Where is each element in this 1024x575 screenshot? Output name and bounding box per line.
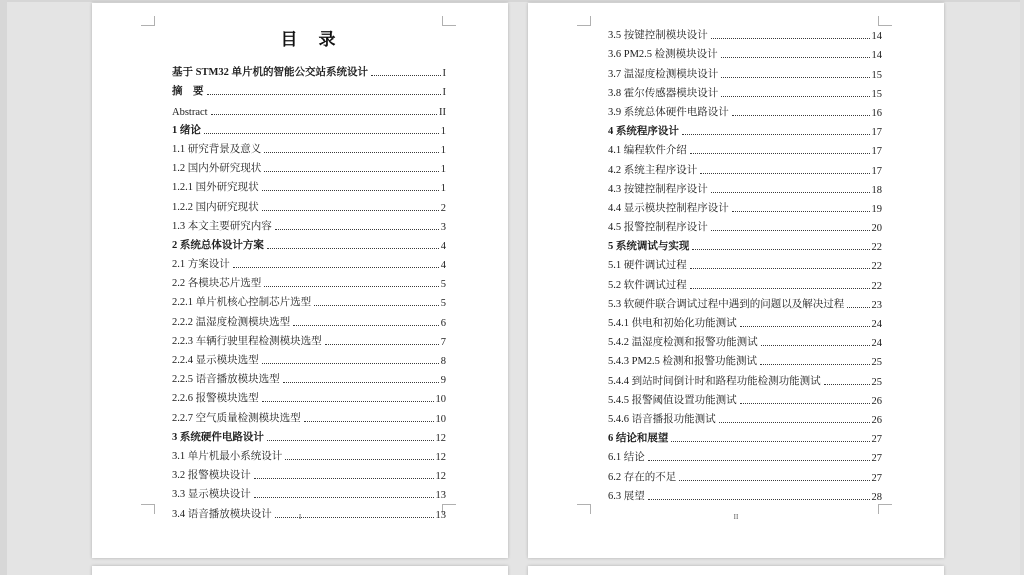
toc-entry[interactable]	[172, 137, 446, 156]
toc-entry-page-number: I	[442, 87, 446, 99]
toc-entry[interactable]	[172, 367, 446, 386]
crop-mark-icon	[577, 16, 591, 26]
toc-dot-leader	[648, 460, 870, 461]
toc-entry-label: 2.2.6 报警模块选型	[172, 393, 259, 405]
toc-dot-leader	[732, 115, 870, 116]
toc-entry[interactable]	[608, 292, 882, 311]
toc-entry-label: 5.4.5 报警阈值设置功能测试	[608, 394, 737, 406]
toc-entry-page-number: 19	[871, 203, 882, 215]
toc-entry[interactable]	[172, 79, 446, 98]
toc-entry-page-number: 3	[440, 221, 446, 233]
toc-dot-leader	[682, 134, 870, 135]
toc-entry-label: 3 系统硬件电路设计	[172, 431, 264, 443]
toc-entry-page-number: 1	[440, 125, 446, 137]
toc-entry[interactable]	[608, 61, 882, 80]
toc-entry-label: 5.4.4 到站时间倒计时和路程功能检测功能测试	[608, 375, 821, 387]
toc-dot-leader	[721, 96, 869, 97]
toc-dot-leader	[254, 497, 434, 498]
toc-entry-label: 4.2 系统主程序设计	[608, 164, 698, 176]
toc-entry-label: 2.2.1 单片机核心控制芯片选型	[172, 297, 312, 309]
toc-dot-leader	[254, 478, 434, 479]
toc-entry-label: 2.2.3 车辆行驶里程检测模块选型	[172, 335, 322, 347]
toc-title: 目 录	[280, 30, 338, 49]
toc-entry-page-number: 13	[435, 509, 446, 521]
toc-dot-leader	[847, 307, 869, 308]
toc-dot-leader	[262, 190, 439, 191]
toc-entry-label: 2.2.2 温湿度检测模块选型	[172, 316, 291, 328]
toc-entry-label: Abstract	[172, 106, 208, 118]
toc-dot-leader	[207, 94, 441, 95]
toc-entry-page-number: 24	[871, 319, 882, 330]
toc-entry[interactable]	[608, 349, 882, 368]
toc-entry-page-number: 17	[871, 127, 882, 139]
toc-dot-leader	[824, 384, 870, 385]
toc-entry-page-number: 2	[440, 202, 446, 214]
toc-entry[interactable]	[172, 405, 446, 424]
toc-entry-page-number: 7	[440, 336, 446, 348]
toc-dot-leader	[262, 210, 439, 211]
toc-entry[interactable]	[608, 119, 882, 138]
toc-entry-label: 5.4.3 PM2.5 检测和报警功能测试	[608, 356, 758, 368]
toc-entry-label: 6.2 存在的不足	[608, 471, 677, 483]
toc-entry-page-number: 1	[440, 183, 446, 195]
toc-entry[interactable]	[608, 100, 882, 119]
toc-entry[interactable]	[608, 464, 882, 483]
toc-entry[interactable]	[172, 118, 446, 137]
toc-entry[interactable]	[172, 348, 446, 367]
toc-entry-page-number: 22	[871, 242, 882, 254]
toc-entry-page-number: 20	[871, 223, 882, 235]
toc-entry[interactable]	[608, 23, 882, 42]
toc-entry-label: 5.2 软件调试过程	[608, 279, 687, 291]
toc-dot-leader	[690, 268, 870, 269]
toc-entry-page-number: 27	[871, 453, 882, 465]
toc-entry-page-number: 28	[871, 491, 882, 503]
toc-list-page-2	[608, 23, 882, 503]
toc-entry[interactable]	[608, 196, 882, 215]
toc-entry-page-number: 25	[871, 357, 882, 369]
toc-entry[interactable]	[172, 463, 446, 482]
toc-entry-label: 3.2 报警模块设计	[172, 470, 251, 482]
toc-entry[interactable]	[172, 252, 446, 271]
toc-dot-leader	[262, 363, 439, 364]
toc-entry[interactable]	[608, 157, 882, 176]
toc-entry-page-number: 27	[871, 472, 882, 484]
toc-entry-label: 5.4.1 供电和初始化功能测试	[608, 318, 737, 329]
toc-dot-leader	[719, 422, 870, 423]
toc-entry[interactable]	[172, 290, 446, 309]
toc-entry[interactable]	[608, 407, 882, 426]
toc-entry-label: 1.3 本文主要研究内容	[172, 220, 272, 232]
toc-entry[interactable]	[608, 81, 882, 100]
toc-entry-label: 4 系统程序设计	[608, 126, 679, 138]
toc-entry-page-number: 5	[440, 279, 446, 291]
toc-entry-page-number: 1	[440, 144, 446, 156]
toc-dot-leader	[690, 288, 870, 289]
toc-entry-page-number: 16	[871, 107, 882, 119]
toc-entry[interactable]	[608, 368, 882, 387]
toc-entry-page-number: 15	[871, 69, 882, 81]
toc-entry-page-number: 12	[435, 451, 446, 463]
toc-dot-leader	[267, 440, 434, 441]
toc-entry-page-number: 6	[440, 317, 446, 329]
document-page-2[interactable]	[528, 3, 944, 558]
toc-entry[interactable]	[172, 386, 446, 405]
toc-entry[interactable]	[172, 425, 446, 444]
toc-entry-label: 6 结论和展望	[608, 433, 669, 445]
toc-entry-page-number: 9	[440, 375, 446, 387]
toc-entry-label: 2.2.4 显示模块选型	[172, 355, 259, 366]
toc-entry-label: 5.3 软硬件联合调试过程中遇到的问题以及解决过程	[608, 298, 845, 310]
toc-entry[interactable]	[608, 330, 882, 349]
toc-entry-page-number: 14	[871, 50, 882, 62]
toc-entry-label: 5.4.6 语音播报功能测试	[608, 413, 716, 425]
toc-dot-leader	[371, 75, 440, 76]
toc-entry-label: 2 系统总体设计方案	[172, 239, 264, 251]
page-number-footer: I	[298, 513, 302, 521]
toc-entry[interactable]	[608, 445, 882, 464]
toc-entry[interactable]	[172, 271, 446, 290]
toc-entry-label: 摘 要	[172, 86, 204, 98]
toc-entry-label: 4.3 按键控制程序设计	[608, 183, 708, 195]
toc-entry[interactable]	[608, 484, 882, 503]
toc-entry[interactable]	[608, 388, 882, 407]
toc-entry[interactable]	[608, 426, 882, 445]
document-page-4-stub[interactable]	[528, 566, 944, 575]
toc-entry-page-number: I	[442, 68, 446, 80]
toc-entry-page-number: 5	[440, 298, 446, 310]
toc-entry-page-number: 17	[871, 146, 882, 158]
toc-entry-page-number: 8	[440, 356, 446, 367]
toc-entry-page-number: 4	[440, 260, 446, 272]
toc-entry[interactable]	[608, 234, 882, 253]
toc-dot-leader	[692, 249, 869, 250]
toc-entry-label: 1.2.1 国外研究现状	[172, 182, 259, 194]
toc-dot-leader	[211, 114, 437, 115]
toc-entry-page-number: 4	[440, 240, 446, 252]
toc-entry[interactable]	[608, 215, 882, 234]
toc-entry[interactable]	[172, 444, 446, 463]
toc-dot-leader	[267, 248, 439, 249]
toc-dot-leader	[283, 382, 439, 383]
toc-entry-label: 2.2 各模块芯片选型	[172, 278, 262, 290]
toc-entry-label: 1.1 研究背景及意义	[172, 143, 262, 155]
toc-dot-leader	[690, 153, 870, 154]
toc-entry-label: 4.1 编程软件介绍	[608, 145, 687, 157]
toc-entry[interactable]	[172, 329, 446, 348]
toc-entry-label: 1.2 国内外研究现状	[172, 163, 262, 175]
toc-dot-leader	[204, 133, 439, 134]
toc-entry[interactable]	[608, 272, 882, 291]
toc-entry-page-number: 25	[871, 376, 882, 388]
toc-entry-page-number: 22	[871, 280, 882, 292]
toc-entry-page-number: 27	[871, 434, 882, 446]
workspace-left-edge	[0, 0, 7, 575]
toc-entry[interactable]	[172, 98, 446, 117]
toc-dot-leader	[293, 325, 439, 326]
toc-dot-leader	[233, 267, 439, 268]
toc-entry-label: 3.7 温湿度检测模块设计	[608, 68, 719, 80]
toc-entry[interactable]	[172, 233, 446, 252]
toc-entry[interactable]	[608, 311, 882, 330]
toc-dot-leader	[740, 403, 870, 404]
toc-entry-page-number: 24	[871, 338, 882, 350]
toc-entry-page-number: 22	[871, 261, 882, 273]
toc-entry-label: 2.2.5 语音播放模块选型	[172, 374, 280, 386]
toc-entry-page-number: 26	[871, 395, 882, 407]
toc-entry-page-number: 26	[871, 414, 882, 426]
toc-entry-page-number: 17	[871, 165, 882, 177]
toc-entry[interactable]	[172, 156, 446, 175]
toc-entry-label: 2.1 方案设计	[172, 259, 230, 271]
toc-dot-leader	[711, 230, 870, 231]
document-page-3-stub[interactable]	[92, 566, 508, 575]
toc-dot-leader	[264, 152, 439, 153]
toc-dot-leader	[262, 401, 434, 402]
toc-dot-leader	[700, 173, 869, 174]
toc-entry-label: 4.5 报警控制程序设计	[608, 222, 708, 234]
toc-entry[interactable]	[608, 42, 882, 61]
toc-entry[interactable]	[172, 482, 446, 501]
toc-dot-leader	[761, 345, 870, 346]
toc-entry-page-number: 18	[871, 184, 882, 196]
toc-entry-label: 5.4.2 温湿度检测和报警功能测试	[608, 337, 758, 349]
toc-list-page-1	[172, 60, 446, 521]
toc-entry-label: 6.3 展望	[608, 490, 645, 502]
toc-entry-page-number: 10	[435, 413, 446, 425]
toc-entry-label: 1 绪论	[172, 124, 201, 136]
toc-entry-label: 3.5 按键控制模块设计	[608, 30, 708, 42]
toc-entry-label: 3.4 语音播放模块设计	[172, 508, 272, 520]
workspace-top-edge	[0, 0, 1024, 2]
toc-entry-label: 3.6 PM2.5 检测模块设计	[608, 49, 718, 61]
toc-dot-leader	[679, 480, 869, 481]
toc-dot-leader	[285, 459, 433, 460]
toc-dot-leader	[732, 211, 870, 212]
toc-entry-label: 3.9 系统总体硬件电路设计	[608, 106, 729, 118]
toc-entry-page-number: 13	[435, 490, 446, 502]
toc-dot-leader	[740, 326, 870, 327]
toc-entry-label: 基于 STM32 单片机的智能公交站系统设计	[172, 67, 369, 79]
toc-entry[interactable]	[172, 214, 446, 233]
workspace-right-edge	[1020, 0, 1024, 575]
toc-dot-leader	[275, 229, 439, 230]
toc-entry-page-number: 12	[435, 432, 446, 444]
toc-entry-page-number: 14	[871, 31, 882, 43]
toc-entry-page-number: 1	[440, 164, 446, 176]
toc-entry[interactable]	[172, 309, 446, 328]
toc-dot-leader	[648, 499, 870, 500]
toc-entry[interactable]	[172, 194, 446, 213]
toc-entry-label: 5 系统调试与实现	[608, 241, 690, 253]
toc-entry-label: 2.2.7 空气质量检测模块选型	[172, 412, 301, 424]
page-number-footer: II	[733, 513, 739, 521]
toc-entry-label: 4.4 显示模块控制程序设计	[608, 202, 729, 214]
toc-entry-label: 1.2.2 国内研究现状	[172, 201, 259, 213]
toc-entry-page-number: 10	[435, 394, 446, 406]
toc-dot-leader	[325, 344, 439, 345]
toc-entry-page-number: 23	[871, 299, 882, 311]
toc-entry[interactable]	[172, 175, 446, 194]
toc-dot-leader	[721, 77, 869, 78]
toc-dot-leader	[671, 441, 869, 442]
toc-dot-leader	[304, 421, 434, 422]
toc-dot-leader	[264, 171, 439, 172]
document-page-1[interactable]	[92, 3, 508, 558]
toc-entry-page-number: II	[439, 106, 446, 118]
toc-dot-leader	[760, 364, 869, 365]
toc-dot-leader	[264, 286, 439, 287]
toc-dot-leader	[314, 305, 439, 306]
toc-entry-page-number: 15	[871, 88, 882, 100]
toc-dot-leader	[711, 192, 870, 193]
toc-dot-leader	[721, 57, 870, 58]
toc-entry[interactable]	[608, 253, 882, 272]
toc-entry[interactable]	[608, 177, 882, 196]
toc-entry-label: 5.1 硬件调试过程	[608, 260, 687, 272]
toc-entry[interactable]	[172, 60, 446, 79]
toc-entry[interactable]	[608, 138, 882, 157]
toc-entry-label: 3.1 单片机最小系统设计	[172, 450, 283, 462]
toc-entry-page-number: 12	[435, 471, 446, 483]
crop-mark-icon	[141, 16, 155, 26]
toc-entry-label: 6.1 结论	[608, 452, 645, 464]
toc-entry-label: 3.8 霍尔传感器模块设计	[608, 87, 719, 99]
toc-entry-label: 3.3 显示模块设计	[172, 489, 251, 501]
toc-dot-leader	[711, 38, 870, 39]
